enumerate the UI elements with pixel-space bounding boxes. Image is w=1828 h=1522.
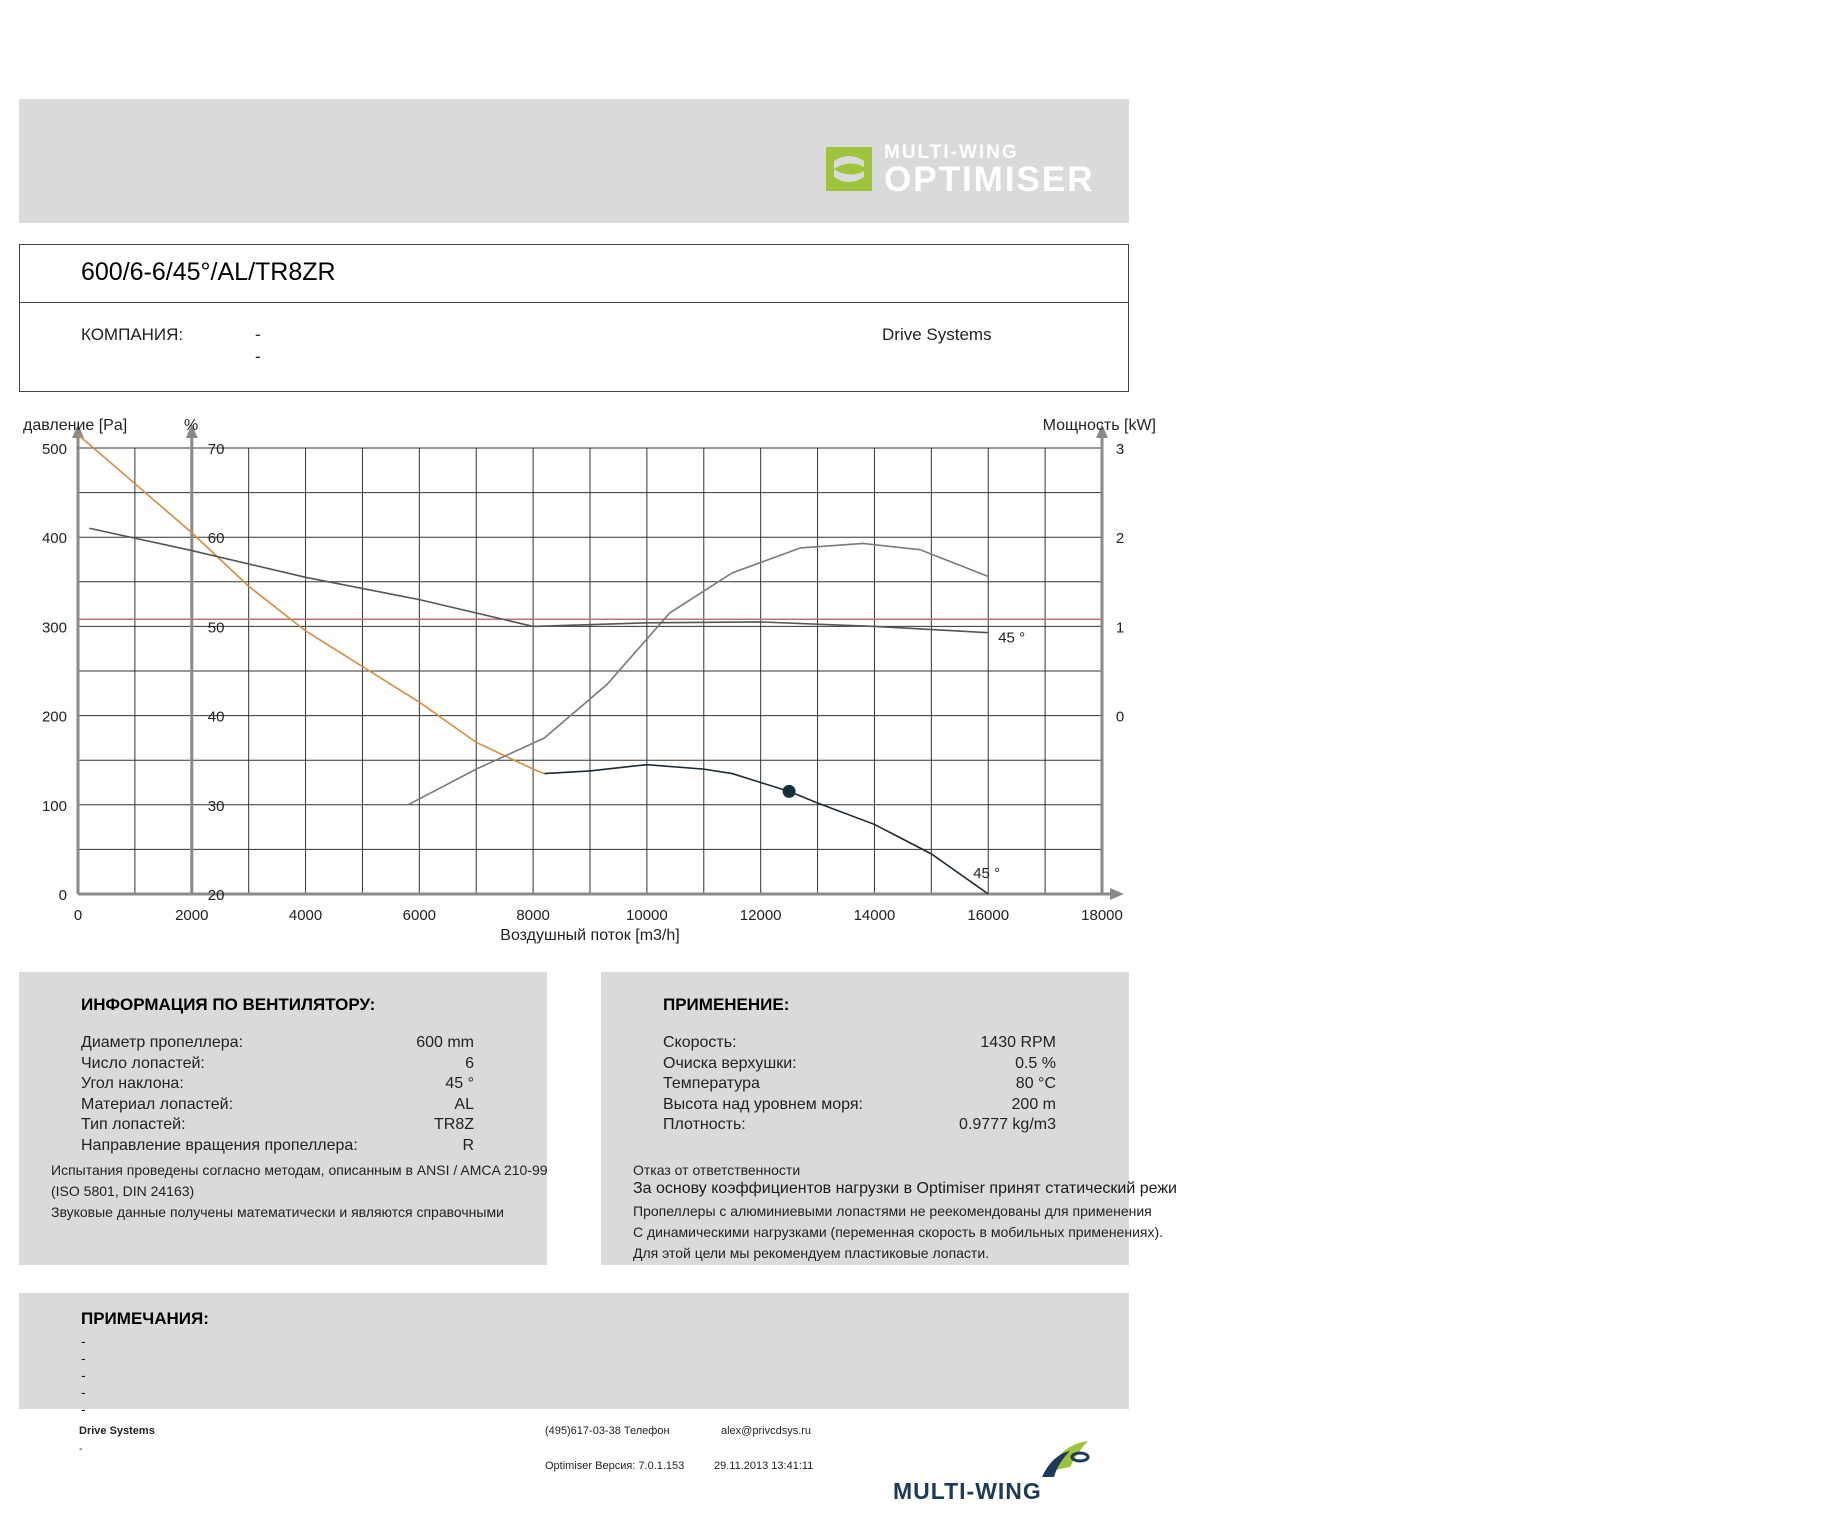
- note-line: -: [81, 1367, 86, 1383]
- disclaimer-line-4: Для этой цели мы рекомендуем пластиковые лопасти.: [633, 1245, 990, 1261]
- footer-phone: (495)617-03-38 Телефон: [545, 1425, 670, 1437]
- footer-version: Optimiser Версия: 7.0.1.153: [545, 1460, 685, 1472]
- application-value: 0.5 %: [1015, 1054, 1056, 1072]
- percent-tick-label: 30: [207, 797, 225, 815]
- fan_info-label: Угол наклона:: [81, 1075, 184, 1093]
- percent-axis-label: %: [184, 417, 199, 434]
- percent-tick-label: 50: [207, 619, 225, 637]
- disclaimer-line-1: За основу коэффициентов нагрузки в Optimiser принят статический режи: [633, 1180, 1177, 1197]
- application-label: Очиска верхушки:: [663, 1054, 797, 1072]
- fan-performance-chart: [0, 405, 1200, 950]
- x-axis-arrow: [1110, 888, 1124, 900]
- fan_info-label: Диаметр пропеллера:: [81, 1034, 244, 1051]
- fan_info-value: 45 °: [445, 1075, 474, 1093]
- note-line: -: [81, 1350, 86, 1366]
- percent-tick-label: 60: [207, 530, 225, 548]
- pressure-tick-label: 200: [41, 708, 67, 726]
- fan_info-label: Тип лопастей:: [81, 1116, 186, 1134]
- fan_info-value: TR8Z: [434, 1116, 474, 1134]
- logo-wordmark-big: OPTIMISER: [884, 160, 1095, 199]
- fan_info-value: 6: [465, 1054, 474, 1072]
- fan_info-value: AL: [454, 1095, 474, 1113]
- fan_info-label: Направление вращения пропеллера:: [81, 1137, 358, 1154]
- note-line: -: [81, 1401, 86, 1417]
- notes-heading: ПРИМЕЧАНИЯ:: [81, 1309, 209, 1328]
- power-axis-label: Мощность [kW]: [1042, 417, 1156, 434]
- application-value: 80 °C: [1015, 1075, 1056, 1093]
- power-tick-label: 3: [1115, 441, 1125, 458]
- x-tick-label: 2000: [175, 907, 209, 924]
- fan-info-heading: ИНФОРМАЦИЯ ПО ВЕНТИЛЯТОРУ:: [81, 995, 376, 1014]
- fan-info-panel: [19, 972, 547, 1265]
- company-label: КОМПАНИЯ:: [81, 325, 184, 344]
- power-tick-label: 2: [1115, 530, 1125, 548]
- x-axis-label: Воздушный поток [m3/h]: [500, 927, 680, 944]
- x-tick-label: 6000: [402, 907, 437, 924]
- sound-note: Звуковые данные получены математически и являются справочными: [51, 1204, 504, 1220]
- x-tick-label: 14000: [853, 907, 896, 924]
- operating-point-marker: [783, 785, 796, 798]
- supplier-name: Drive Systems: [882, 325, 992, 344]
- application-value: 1430 RPM: [980, 1034, 1056, 1051]
- series-pressure-annotation: 45 °: [973, 865, 1001, 882]
- percent-tick-label: 70: [207, 441, 225, 458]
- note-line: -: [81, 1384, 86, 1400]
- fan_info-label: Число лопастей:: [81, 1054, 205, 1072]
- pressure-axis-label: давление [Pa]: [23, 417, 128, 434]
- application-label: Скорость:: [663, 1034, 737, 1051]
- percent-tick-label: 20: [207, 887, 225, 904]
- company-value-1: -: [255, 325, 261, 344]
- test-note-2: (ISO 5801, DIN 24163): [51, 1183, 195, 1199]
- application-heading: ПРИМЕНЕНИЕ:: [663, 995, 790, 1014]
- fan_info-value: 600 mm: [416, 1034, 474, 1051]
- application-label: Плотность:: [663, 1116, 746, 1134]
- x-tick-label: 16000: [967, 907, 1010, 924]
- series-pressure_low-line: [78, 435, 544, 774]
- pressure-tick-label: 100: [41, 797, 67, 815]
- power-tick-label: 1: [1115, 619, 1125, 637]
- optimiser-logo-mark: [826, 147, 872, 191]
- x-tick-label: 0: [73, 907, 83, 924]
- power-tick-label: 0: [1115, 708, 1125, 726]
- x-tick-label: 10000: [626, 907, 668, 924]
- application-label: Высота над уровнем моря:: [663, 1095, 863, 1113]
- company-value-2: -: [255, 347, 261, 366]
- pressure-tick-label: 0: [58, 887, 67, 904]
- notes-panel: [19, 1293, 1129, 1417]
- footer-email[interactable]: alex@privcdsys.ru: [721, 1425, 812, 1437]
- footer-logo-text: MULTI-WING: [893, 1478, 1042, 1504]
- fan_info-label: Материал лопастей:: [81, 1095, 234, 1113]
- footer-company: Drive Systems: [79, 1425, 155, 1437]
- application-label: Температура: [663, 1075, 760, 1093]
- series-pressure-line: [544, 765, 988, 894]
- disclaimer-line-3: С динамическими нагрузками (переменная скорость в мобильных применениях).: [633, 1224, 1164, 1240]
- application-panel: [601, 972, 1177, 1265]
- pressure-tick-label: 500: [41, 441, 67, 458]
- pressure-tick-label: 300: [41, 619, 67, 637]
- x-tick-label: 4000: [288, 907, 323, 924]
- note-line: -: [81, 1333, 86, 1349]
- footer-datetime: 29.11.2013 13:41:11: [714, 1460, 814, 1472]
- logo-wordmark-small: MULTI-WING: [884, 142, 1019, 163]
- model-title: 600/6-6/45°/AL/TR8ZR: [81, 258, 336, 286]
- application-value: 0.9777 kg/m3: [959, 1116, 1056, 1134]
- x-tick-label: 12000: [739, 907, 782, 924]
- disclaimer-title: Отказ от ответственности: [633, 1162, 801, 1178]
- percent-tick-label: 40: [207, 708, 225, 726]
- multiwing-footer-logo-icon: [1040, 1437, 1100, 1481]
- footer-company-line2: -: [79, 1443, 83, 1455]
- title-divider: [19, 302, 1129, 303]
- x-tick-label: 8000: [516, 907, 550, 924]
- application-value: 200 m: [1011, 1095, 1056, 1113]
- test-note-1: Испытания проведены согласно методам, описанным в ANSI / AMCA 210-99: [51, 1162, 548, 1178]
- series-efficiency-line: [408, 543, 988, 804]
- fan_info-value: R: [462, 1137, 474, 1154]
- pressure-tick-label: 400: [41, 530, 67, 548]
- x-tick-label: 18000: [1081, 907, 1123, 924]
- disclaimer-line-2: Пропеллеры с алюминиевыми лопастями не реекомендованы для применения: [633, 1203, 1152, 1219]
- series-power-annotation: 45 °: [998, 629, 1026, 647]
